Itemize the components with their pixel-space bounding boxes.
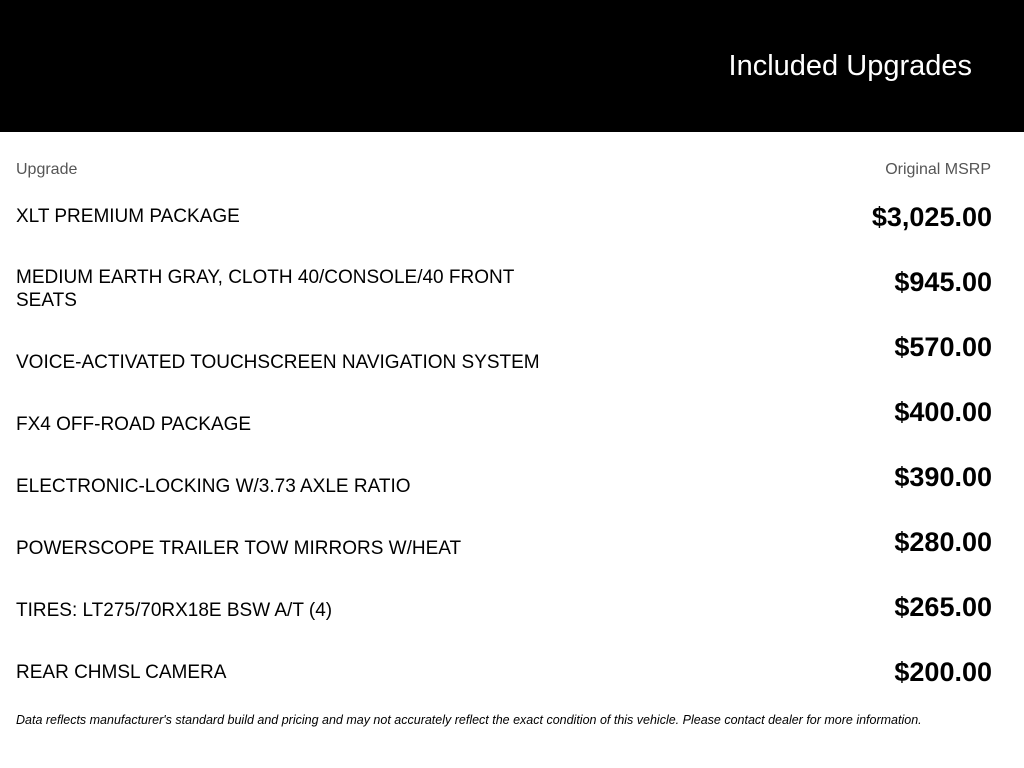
- upgrade-price: $570.00: [894, 332, 992, 362]
- page-title: Included Upgrades: [728, 50, 972, 82]
- column-header-msrp: Original MSRP: [885, 161, 991, 178]
- disclaimer-text: Data reflects manufacturer's standard build and pricing and may not accurately reflect the exact condition of this vehicle. Please contact dealer for more information.: [16, 713, 922, 727]
- upgrade-price: $3,025.00: [871, 202, 992, 232]
- header-banner: [0, 0, 1024, 132]
- upgrade-price: $280.00: [894, 527, 992, 557]
- upgrade-price: $265.00: [894, 592, 992, 622]
- upgrade-name: FX4 OFF-ROAD PACKAGE: [16, 414, 252, 435]
- upgrade-name: ELECTRONIC-LOCKING W/3.73 AXLE RATIO: [16, 476, 411, 497]
- upgrade-row: [16, 460, 992, 522]
- upgrade-row: [16, 655, 992, 717]
- upgrade-price: $945.00: [894, 267, 992, 297]
- upgrade-row: [16, 525, 992, 587]
- upgrade-row: [16, 330, 992, 392]
- upgrade-name: VOICE-ACTIVATED TOUCHSCREEN NAVIGATION SYSTEM: [16, 352, 540, 373]
- upgrade-name: POWERSCOPE TRAILER TOW MIRRORS W/HEAT: [16, 538, 462, 559]
- column-header-upgrade: Upgrade: [16, 161, 78, 178]
- upgrade-name: TIRES: LT275/70RX18E BSW A/T (4): [16, 600, 333, 621]
- upgrade-name: REAR CHMSL CAMERA: [16, 662, 227, 683]
- upgrade-row: [16, 395, 992, 457]
- upgrade-row: [16, 265, 992, 327]
- upgrade-price: $400.00: [894, 397, 992, 427]
- upgrade-price: $390.00: [894, 462, 992, 492]
- upgrade-row: [16, 590, 992, 652]
- upgrade-price: $200.00: [894, 657, 992, 687]
- upgrade-name: MEDIUM EARTH GRAY, CLOTH 40/CONSOLE/40 FRONT SEATS: [16, 267, 514, 311]
- upgrade-name: XLT PREMIUM PACKAGE: [16, 206, 240, 227]
- upgrade-row: [16, 200, 992, 262]
